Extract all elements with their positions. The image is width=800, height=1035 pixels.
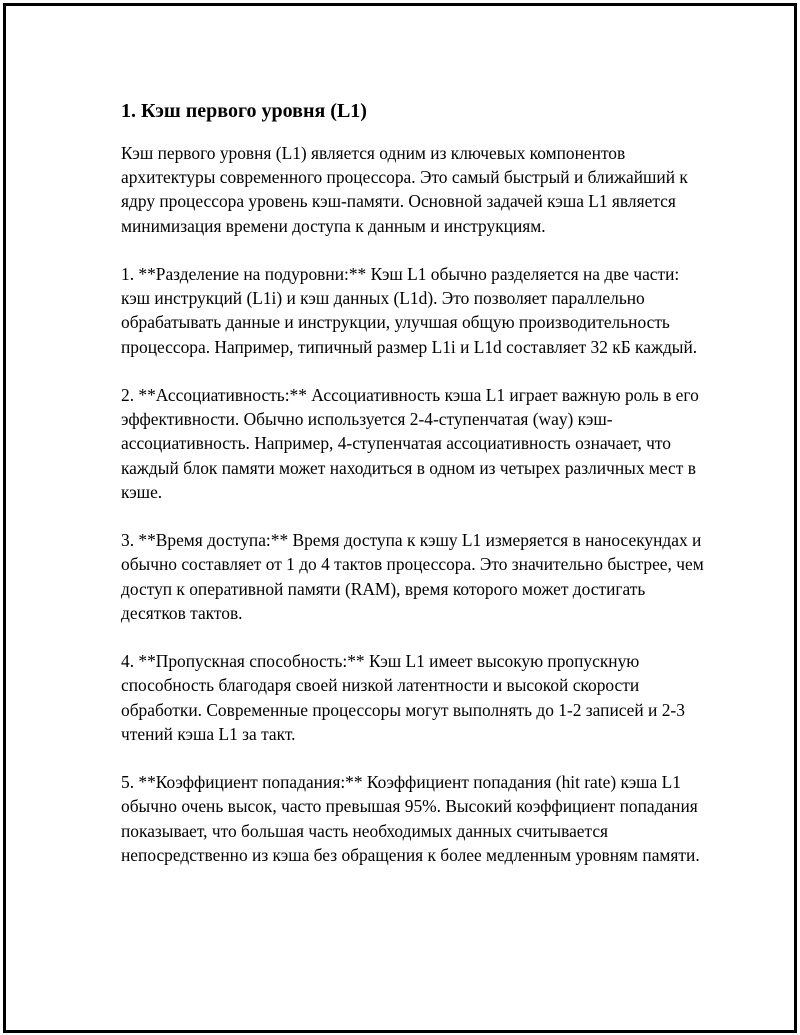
list-item-bandwidth: 4. **Пропускная способность:** Кэш L1 имеет высокую пропускную способность благодаря своей низкой латентности и высокой скорости обработки. Современные процессоры могут выполнять до 1-2 записей и 2-3 чтений кэша L1 за такт. [121,651,685,744]
list-item-associativity: 2. **Ассоциативность:** Ассоциативность кэша L1 играет важную роль в его эффективности. Обычно используется 2-4-ступенчатая (way) кэш-ассоциативность. Например, 4-ступенчатая ассоциативность означает, что каждый блок памяти может находиться в одном из четырех различных мест в кэше. [121,385,699,502]
document-body [121,96,711,891]
section-title: 1. Кэш первого уровня (L1) [121,100,367,122]
page-frame [3,3,797,1033]
list-item-split: 1. **Разделение на подуровни:** Кэш L1 обычно разделяется на две части: кэш инструкций (L1i) и кэш данных (L1d). Это позволяет параллельно обрабатывать данные и инструкции, улучшая общую производительность процессора. Например, типичный размер L1i и L1d составляет 32 кБ каждый. [121,264,698,357]
list-item-hit-rate: 5. **Коэффициент попадания:** Коэффициент попадания (hit rate) кэша L1 обычно очень высок, часто превышая 95%. Высокий коэффициент попадания показывает, что большая часть необходимых данных считывается непосредственно из кэша без обращения к более медленным уровням памяти. [121,772,700,865]
intro-paragraph: Кэш первого уровня (L1) является одним из ключевых компонентов архитектуры современного процессора. Это самый быстрый и ближайший к ядру процессора уровень кэш-памяти. Основной задачей кэша L1 является минимизация времени доступа к данным и инструкциям. [121,143,688,236]
list-item-access-time: 3. **Время доступа:** Время доступа к кэшу L1 измеряется в наносекундах и обычно составляет от 1 до 4 тактов процессора. Это значительно быстрее, чем доступ к оперативной памяти (RAM), время которого может достигать десятков тактов. [121,530,704,623]
